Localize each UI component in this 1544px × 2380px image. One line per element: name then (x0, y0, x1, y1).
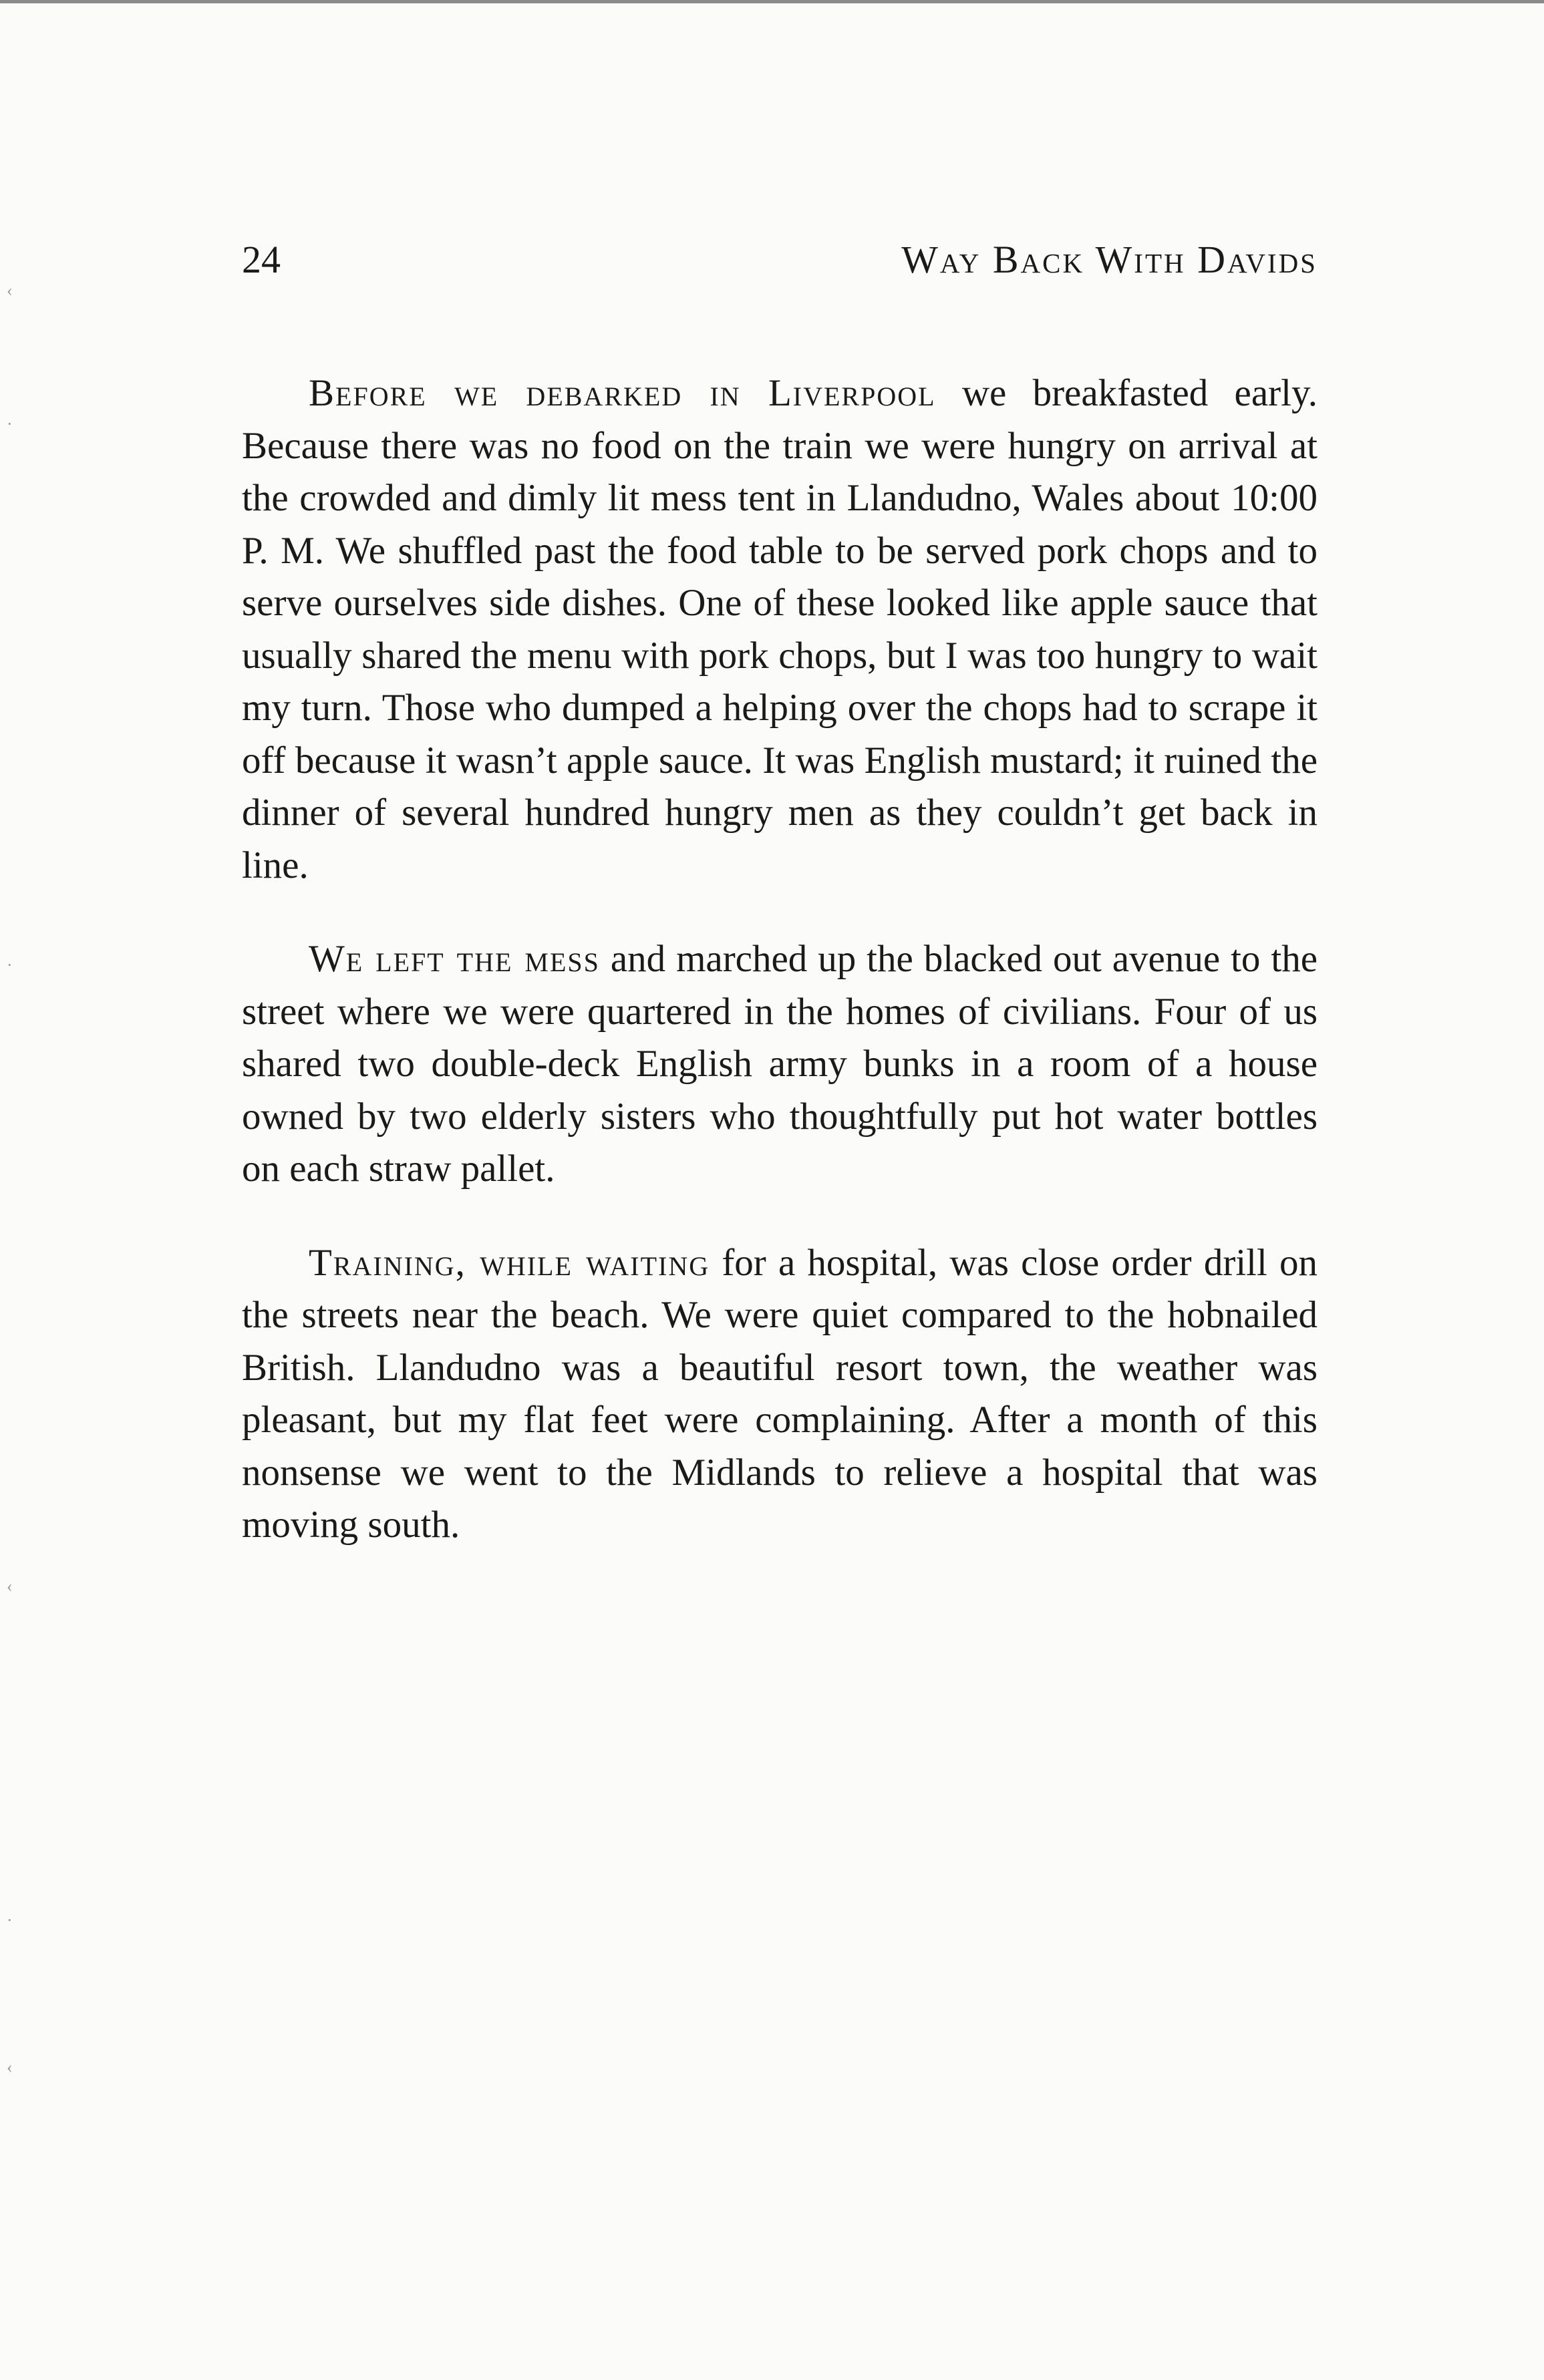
margin-speck: · (7, 414, 13, 434)
paragraph-text: we breakfasted early. Because there was no food on the train we were hungry on arrival at the crowded and dimly lit mess tent in Llandudno, Wales about 10:00 P. M. We shuffled past the food table to be served pork chops and to serve ourselves side dishes. One of these looked like apple sauce that usually shared the menu with pork chops, but I was too hungry to wait my turn. Those who dumped a helping over the chops had to scrape it off because it wasn’t apple sauce. It was English mustard; it ruined the dinner of several hundred hungry men as they couldn’t get back in line. (242, 372, 1318, 886)
page-header (242, 237, 1318, 284)
paragraph-text: and marched up the blacked out avenue to the street where we were quartered in the homes of civilians. Four of us shared two double-deck English army bunks in a room of a house owned by two elderly sisters who thoughtfully put hot water bottles on each straw pallet. (242, 938, 1318, 1190)
page-top-edge (0, 0, 1544, 3)
margin-speck: · (7, 1910, 13, 1930)
paragraph-lead-in: We left the mess (309, 938, 600, 980)
paragraph-lead-in: Training, while waiting (309, 1241, 710, 1284)
body-text (242, 367, 1318, 1593)
margin-speck: · (7, 955, 13, 975)
running-head: Way Back With Davids (901, 238, 1318, 281)
paragraph (242, 367, 1318, 892)
paragraph (242, 933, 1318, 1196)
paragraph-lead-in: Before we debarked in Liverpool (309, 372, 936, 414)
page-number: 24 (242, 238, 281, 281)
paragraph (242, 1237, 1318, 1552)
margin-speck: ‹ (7, 2057, 13, 2077)
paragraph-text: for a hospital, was close order drill on the streets near the beach. We were quiet compared to the hobnailed British. Llandudno was a beautiful resort town, the weather was pleasant, but my flat feet were complaining. After a month of this nonsense we went to the Midlands to relieve a hospital that was moving south. (242, 1241, 1318, 1546)
margin-speck: ‹ (7, 1576, 13, 1596)
margin-speck: ‹ (7, 281, 13, 300)
